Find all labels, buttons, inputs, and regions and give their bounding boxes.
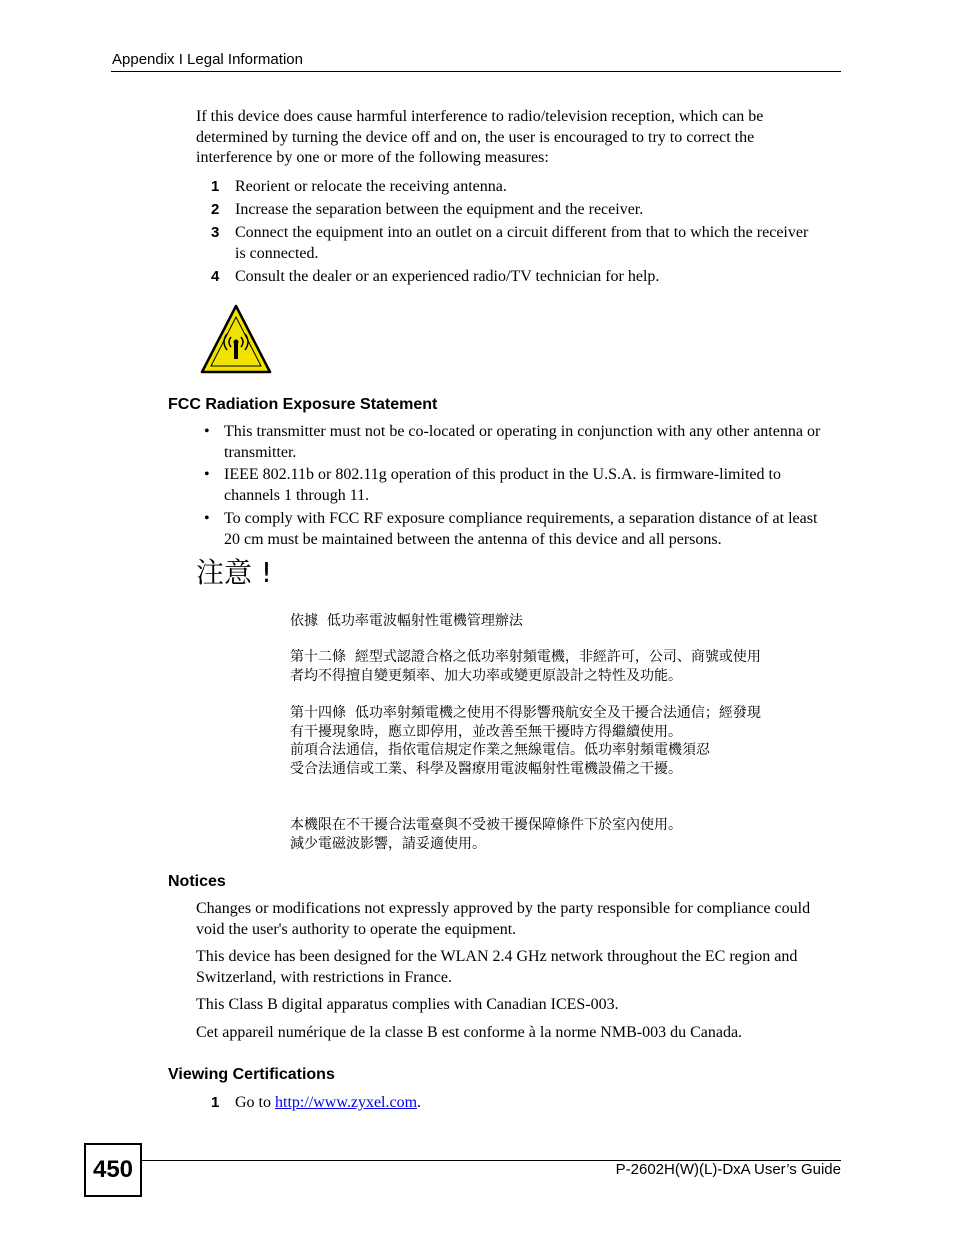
taiwan-article-14: 第十四條 低功率射頻電機之使用不得影響飛航安全及干擾合法通信；經發現 有干擾現象時，應立即停用，並改善至無干擾時方得繼續使用。 前項合法通信，指依電信規定作業之無線電信。低功率射頻電機須忍 受合法通信或工業、科學及醫療用電波輻射性電機設備之干擾。 (290, 705, 761, 777)
measure-text: Consult the dealer or an experienced radio/TV technician for help. (235, 268, 660, 285)
notice-paragraph: This Class B digital apparatus complies with Canadian ICES-003. (196, 996, 619, 1013)
taiwan-article-12: 第十二條 經型式認證合格之低功率射頻電機，非經許可，公司、商號或使用 者均不得擅自變更頻率、加大功率或變更原設計之特性及功能。 (290, 649, 761, 684)
measure-item (196, 266, 841, 287)
bullet-dot: • (204, 466, 210, 483)
fcc-bullet (204, 422, 844, 463)
measure-text: Connect the equipment into an outlet on a circuit different from that to which the receiver is connected. (235, 224, 809, 262)
bullet-dot: • (204, 510, 210, 527)
fcc-bullet (204, 465, 829, 506)
viewing-certifications-heading: Viewing Certifications (168, 1066, 335, 1083)
bullet-dot: • (204, 423, 210, 440)
measure-number: 4 (211, 268, 220, 285)
viewing-step (196, 1092, 841, 1113)
bullet-text: To comply with FCC RF exposure compliance requirements, a separation distance of at least 20 cm must be maintained between the antenna of this device and all persons. (224, 510, 818, 548)
fcc-bullet (204, 509, 834, 550)
taiwan-indoor-use: 本機限在不干擾合法電臺與不受被干擾保障條件下於室內使用。 減少電磁波影響，請妥適使用。 (290, 817, 682, 852)
notice-paragraph: This device has been designed for the WLAN 2.4 GHz network throughout the EC region and Switzerland, with restrictions in France. (196, 948, 798, 986)
running-header: Appendix I Legal Information (112, 51, 303, 68)
notices-heading: Notices (168, 873, 226, 890)
notice-paragraph: Changes or modifications not expressly approved by the party responsible for compliance could void the user's authority to operate the equipment. (196, 900, 811, 938)
fcc-heading: FCC Radiation Exposure Statement (168, 396, 438, 413)
measure-item (196, 222, 816, 264)
step-number: 1 (211, 1094, 220, 1111)
taiwan-law-title: 依據 低功率電波輻射性電機管理辦法 (290, 613, 523, 629)
intro-paragraph: If this device does cause harmful interference to radio/television reception, which can be determined by turning the device off and on, the user is encouraged to try to correct the interference by one or more of the following measures: (196, 108, 764, 166)
measure-number: 1 (211, 178, 220, 195)
rf-radiation-warning-icon (200, 303, 272, 375)
header-rule (111, 71, 841, 72)
bullet-text: IEEE 802.11b or 802.11g operation of this product in the U.S.A. is firmware-limited to channels 1 through 11. (224, 466, 781, 504)
step-text (235, 1092, 841, 1113)
zyxel-website-link[interactable]: http://www.zyxel.com (275, 1094, 418, 1111)
notice-paragraph: Cet appareil numérique de la classe B est conforme à la norme NMB-003 du Canada. (196, 1024, 743, 1041)
measure-text: Increase the separation between the equipment and the receiver. (235, 201, 644, 218)
measure-text: Reorient or relocate the receiving antenna. (235, 178, 507, 195)
page-number: 450 (84, 1143, 142, 1197)
bullet-text: This transmitter must not be co-located or operating in conjunction with any other antenna or transmitter. (224, 423, 821, 461)
measure-item (196, 176, 841, 197)
taiwan-notice-title: 注意 ! (196, 556, 273, 589)
guide-title: P-2602H(W)(L)-DxA User’s Guide (615, 1161, 841, 1178)
measure-number: 3 (211, 224, 220, 241)
measure-number: 2 (211, 201, 220, 218)
measure-item (196, 199, 841, 220)
step-suffix: . (417, 1094, 422, 1111)
step-prefix: Go to (235, 1094, 275, 1111)
